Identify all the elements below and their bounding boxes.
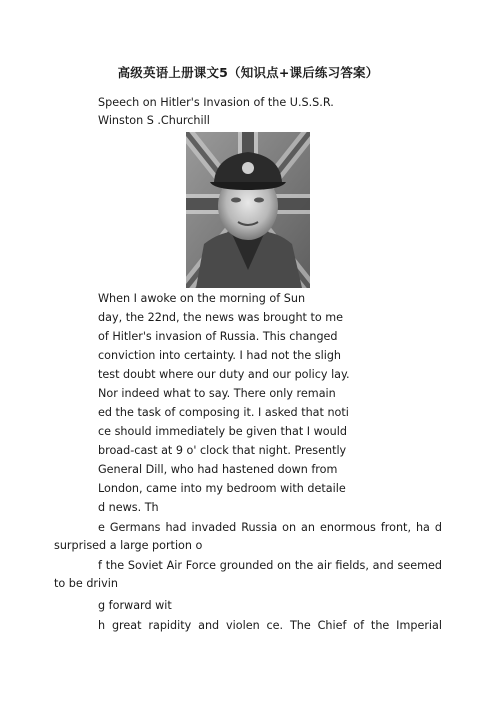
text-line: conviction into certainty. I had not the sligh [98,349,342,362]
text-line: ed the task of composing it. I asked that noti [98,406,349,419]
paragraph-rest: surprised a large portion o [54,538,203,552]
page-title: 高级英语上册课文5（知识点+课后练习答案） [117,65,379,80]
text-line: of Hitler's invasion of Russia. This changed [98,330,338,343]
portrait-photo [186,132,310,288]
paragraph-first-line: e Germans had invaded Russia on an enormous front, ha d [98,521,442,534]
paragraph [54,617,442,635]
text-line: London, came into my bedroom with detaile [98,482,346,495]
paragraph-rest: to be drivin [54,576,118,590]
author-name: Winston S .Churchill [98,114,210,127]
speech-heading: Speech on Hitler's Invasion of the U.S.S.R. [98,96,334,109]
text-line: g forward wit [98,599,172,612]
text-line: d news. Th [98,501,159,514]
text-line: broad-cast at 9 o' clock that night. Presently [98,444,347,457]
paragraph-first-line: h great rapidity and violen ce. The Chief of the Imperial [98,619,442,632]
text-line: day, the 22nd, the news was brought to me [98,311,344,324]
paragraph-first-line: f the Soviet Air Force grounded on the air fields, and seemed [98,559,442,572]
text-line: ce should immediately be given that I would [98,425,347,438]
text-line: When I awoke on the morning of Sun [98,292,306,305]
paragraph [54,557,442,592]
text-line: test doubt where our duty and our policy lay. [98,368,350,381]
paragraph [54,519,442,554]
text-line: Nor indeed what to say. There only remain [98,387,336,400]
text-line: General Dill, who had hastened down from [98,463,338,476]
